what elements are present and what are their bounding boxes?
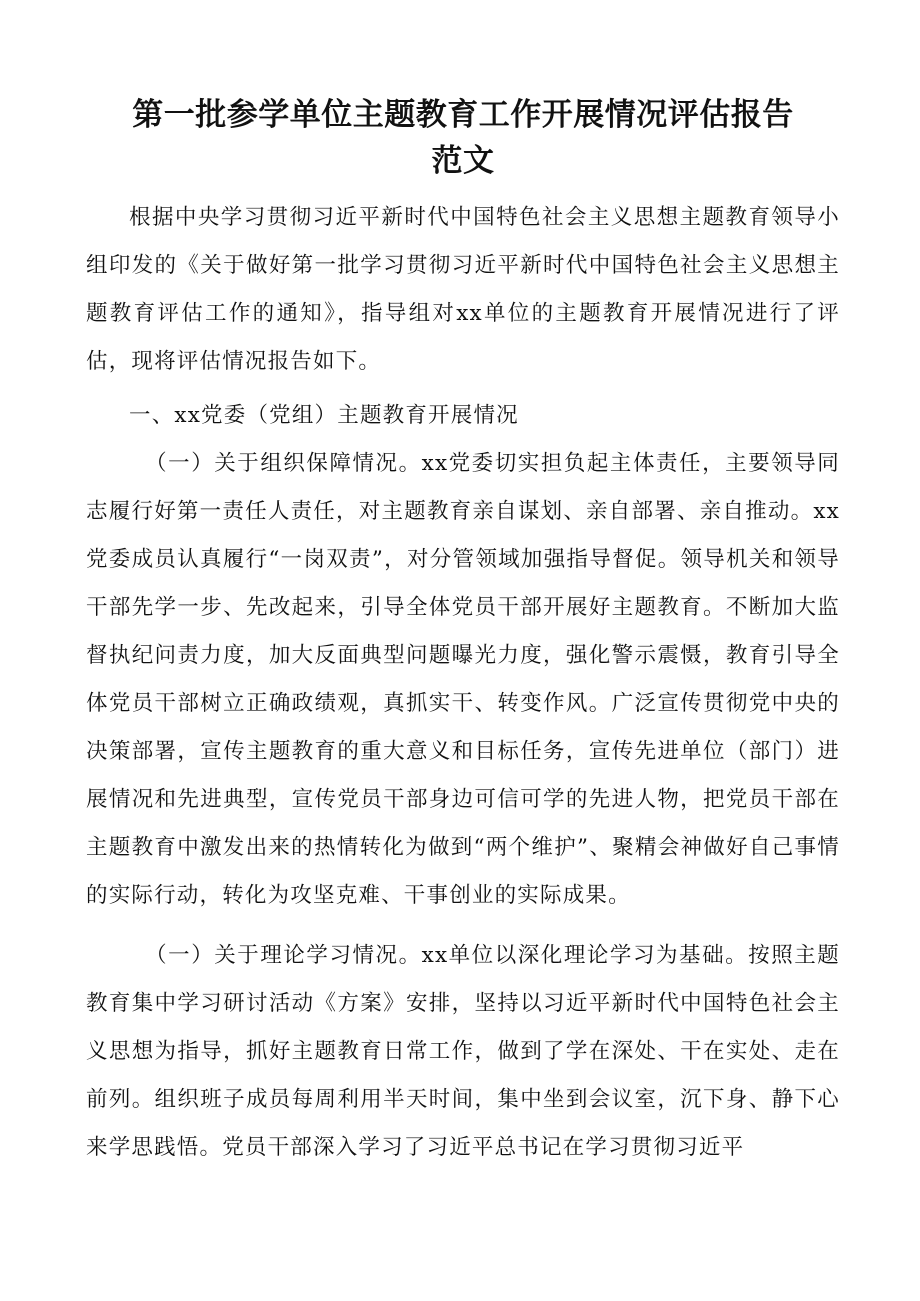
intro-paragraph: 根据中央学习贯彻习近平新时代中国特色社会主义思想主题教育领导小组印发的《关于做好第一批学习贯彻习近平新时代中国特色社会主义思想主题教育评估工作的通知》，指导组对xx单位的主题教育开展情况进行了评估，现将评估情况报告如下。 [86, 205, 840, 374]
organization-paragraph: （一）关于组织保障情况。xx党委切实担负起主体责任，主要领导同志履行好第一责任人责任，对主题教育亲自谋划、亲自部署、亲自推动。xx党委成员认真履行“一岗双责”，对分管领域加强指导督促。领导机关和领导干部先学一步、先改起来，引导全体党员干部开展好主题教育。不断加大监督执纪问责力度，加大反面典型问题曝光力度，强化警示震慑，教育引导全体党员干部树立正确政绩观，真抓实干、转变作风。广泛宣传贯彻党中央的决策部署，宣传主题教育的重大意义和目标任务，宣传先进单位（部门）进展情况和先进典型，宣传党员干部身边可信可学的先进人物，把党员干部在主题教育中激发出来的热情转化为做到“两个维护”、聚精会神做好自己事情的实际行动，转化为攻坚克难、干事创业的实际成果。 [86, 451, 840, 908]
section-heading: 一、xx党委（党组）主题教育开展情况 [129, 403, 519, 428]
title-line-2: 范文 [431, 143, 495, 179]
title-line-1: 第一批参学单位主题教育工作开展情况评估报告 [132, 97, 794, 133]
document-title [86, 92, 840, 184]
theory-study-paragraph: （一）关于理论学习情况。xx单位以深化理论学习为基础。按照主题教育集中学习研讨活动《方案》安排，坚持以习近平新时代中国特色社会主义思想为指导，抓好主题教育日常工作，做到了学在深处、干在实处、走在前列。组织班子成员每周利用半天时间，集中坐到会议室，沉下身、静下心来学思践悟。党员干部深入学习了习近平总书记在学习贯彻习近平 [86, 943, 840, 1160]
